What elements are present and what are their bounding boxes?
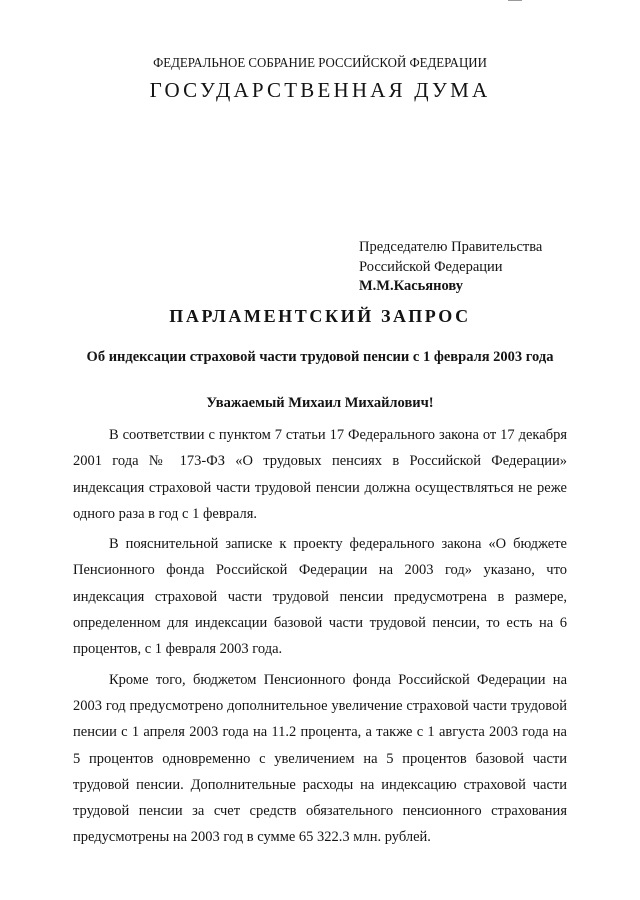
addressee-line1: Председателю Правительства [359,239,543,255]
document-title: ПАРЛАМЕНТСКИЙ ЗАПРОС [169,306,471,326]
duma-header: ГОСУДАРСТВЕННАЯ ДУМА [149,78,491,102]
assembly-header: ФЕДЕРАЛЬНОЕ СОБРАНИЕ РОССИЙСКОЙ ФЕДЕРАЦИИ [153,56,487,71]
addressee-block [359,238,542,297]
addressee-line2: Российской Федерации [359,258,503,275]
document-subject: Об индексации страховой части трудовой пенсии с 1 февраля 2003 года [86,349,554,365]
salutation: Уважаемый Михаил Михайлович! [206,395,434,411]
addressee-name: М.М.Касьянову [359,278,463,294]
paragraph-1: В соответствии с пунктом 7 статьи 17 Федерального закона от 17 декабря 2001 года № 173-ФЗ «О трудовых пенсиях в Российской Федерации» индексация страховой части трудовой пенсии должна осуществляться не реже одного раза в год с 1 февраля. [73,427,567,522]
body-text [73,422,567,855]
paragraph-2: В пояснительной записке к проекту федерального закона «О бюджете Пенсионного фонда Российской Федерации на 2003 год» указано, что индексация страховой части трудовой пенсии предусмотрена в размере, определенном для индексации базовой части трудовой пенсии, то есть на 6 процентов, с 1 февраля 2003 года. [73,536,567,658]
paragraph-3: Кроме того, бюджетом Пенсионного фонда Российской Федерации на 2003 год предусмотрено дополнительное увеличение страховой части трудовой пенсии с 1 апреля 2003 года на 11.2 процента, а также с 1 августа 2003 года на 5 процентов одновременно с увеличением на 5 процентов базовой части трудовой пенсии. Дополнительные расходы на индексацию страховой части трудовой пенсии за счет средств обязательного пенсионного страхования предусмотрены на 2003 год в сумме 65 322.3 млн. рублей. [73,671,567,846]
scan-mark [508,0,522,3]
